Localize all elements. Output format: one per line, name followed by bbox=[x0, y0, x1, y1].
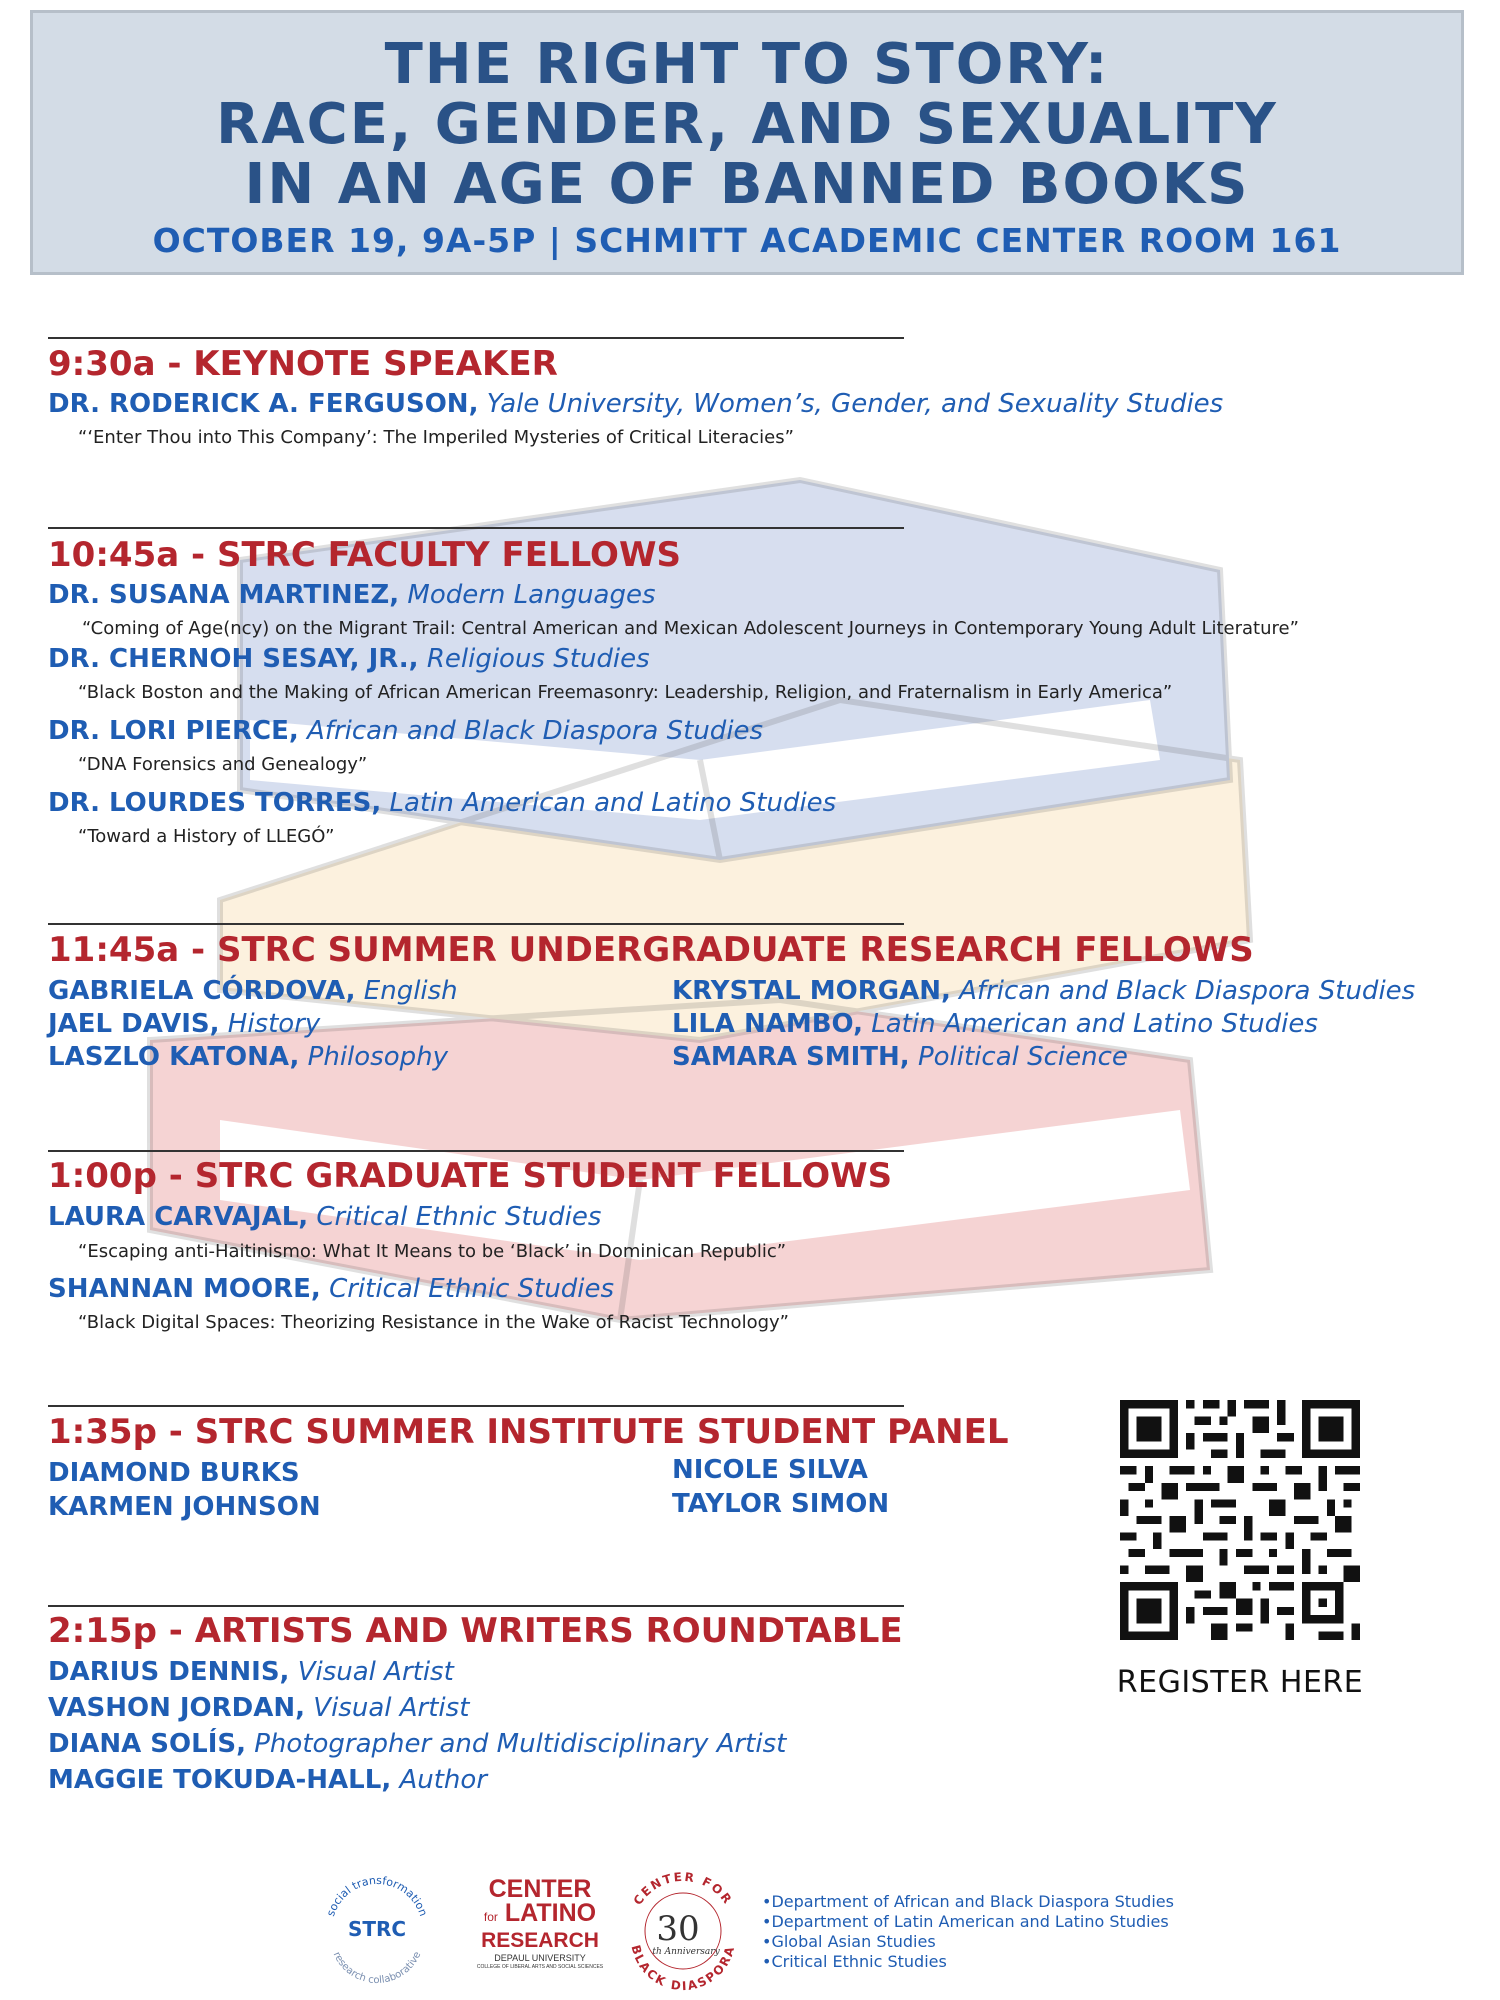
panel-section-title: 1:35p - STRC SUMMER INSTITUTE STUDENT PANEL bbox=[48, 1412, 1009, 1452]
panelist bbox=[48, 1457, 300, 1489]
title-line-1: THE RIGHT TO STORY: bbox=[384, 32, 1110, 97]
participant-name: DIANA SOLÍS, bbox=[48, 1729, 246, 1759]
svg-text:social transformation bbox=[324, 1874, 430, 1918]
keynote-speaker bbox=[48, 388, 1223, 420]
fellow-name: DR. CHERNOH SESAY, JR., bbox=[48, 644, 419, 674]
cbd-arc-top: CENTER FOR bbox=[630, 1869, 736, 1908]
section-divider bbox=[48, 337, 904, 339]
section-divider bbox=[48, 1150, 904, 1152]
faculty-fellow bbox=[48, 715, 763, 747]
fellow-name: SAMARA SMITH, bbox=[672, 1042, 910, 1072]
section-divider bbox=[48, 527, 904, 529]
clr-university: DEPAUL UNIVERSITY bbox=[494, 1953, 586, 1963]
center-latino-research-logo bbox=[470, 1877, 610, 1970]
fellow-affiliation: Latin American and Latino Studies bbox=[389, 788, 837, 818]
fellow-name: LASZLO KATONA, bbox=[48, 1042, 300, 1072]
cbd-arc-bottom: BLACK DIASPORA bbox=[628, 1943, 738, 1994]
fellow-affiliation: African and Black Diaspora Studies bbox=[307, 716, 764, 746]
undergrad-fellow bbox=[672, 1008, 1318, 1040]
cbd-number: 30 bbox=[656, 1909, 700, 1949]
talk-title: “‘Enter Thou into This Company’: The Imperiled Mysteries of Critical Literacies” bbox=[78, 427, 794, 448]
cbd-script: th Anniversary bbox=[652, 1947, 720, 1957]
fellow-name: DR. LOURDES TORRES, bbox=[48, 788, 382, 818]
talk-title: “Black Digital Spaces: Theorizing Resistance in the Wake of Racist Technology” bbox=[78, 1312, 789, 1333]
department-item: • Department of Latin American and Latino Studies bbox=[762, 1912, 1174, 1932]
fellow-affiliation: English bbox=[363, 976, 458, 1006]
participant-name: DARIUS DENNIS, bbox=[48, 1657, 290, 1687]
undergrad-section-title: 11:45a - STRC SUMMER UNDERGRADUATE RESEARCH FELLOWS bbox=[48, 930, 1254, 970]
fellow-name: SHANNAN MOORE, bbox=[48, 1274, 321, 1304]
panelist-name: NICOLE SILVA bbox=[672, 1455, 868, 1485]
fellow-name: JAEL DAVIS, bbox=[48, 1009, 220, 1039]
department-item: • Global Asian Studies bbox=[762, 1932, 1174, 1952]
fellow-affiliation: History bbox=[227, 1009, 321, 1039]
clr-for: for bbox=[483, 1910, 498, 1924]
strc-arc-top: social transformation bbox=[324, 1873, 430, 1918]
fellow-affiliation: African and Black Diaspora Studies bbox=[959, 976, 1416, 1006]
svg-text:research collaborative bbox=[331, 1950, 424, 1986]
participant-role: Visual Artist bbox=[313, 1693, 470, 1723]
fellow-name: GABRIELA CÓRDOVA, bbox=[48, 976, 356, 1006]
roundtable-participant bbox=[48, 1656, 454, 1688]
svg-text:CENTER FOR bbox=[631, 1870, 736, 1908]
section-divider bbox=[48, 1405, 904, 1407]
fellow-affiliation: Latin American and Latino Studies bbox=[871, 1009, 1318, 1039]
speaker-name: DR. RODERICK A. FERGUSON, bbox=[48, 389, 479, 419]
faculty-section-title: 10:45a - STRC FACULTY FELLOWS bbox=[48, 535, 681, 575]
grad-section-title: 1:00p - STRC GRADUATE STUDENT FELLOWS bbox=[48, 1156, 893, 1196]
panelist bbox=[672, 1488, 889, 1520]
strc-acronym: STRC bbox=[347, 1917, 407, 1941]
clr-line-2: LATINO bbox=[504, 1899, 597, 1927]
speaker-affiliation: Yale University, Women’s, Gender, and Sexuality Studies bbox=[486, 389, 1224, 419]
faculty-fellow bbox=[48, 579, 656, 611]
faculty-fellow bbox=[48, 643, 650, 675]
title-line-3: IN AN AGE OF BANNED BOOKS bbox=[244, 152, 1250, 217]
fellow-affiliation: Philosophy bbox=[307, 1042, 449, 1072]
fellow-name: DR. SUSANA MARTINEZ, bbox=[48, 580, 400, 610]
register-here-label[interactable]: REGISTER HERE bbox=[1116, 1665, 1364, 1700]
roundtable-participant bbox=[48, 1728, 786, 1760]
department-item: • Department of African and Black Diaspora Studies bbox=[762, 1892, 1174, 1912]
roundtable-participant bbox=[48, 1692, 469, 1724]
participant-name: MAGGIE TOKUDA-HALL, bbox=[48, 1765, 392, 1795]
undergrad-fellow bbox=[672, 1041, 1128, 1073]
talk-title: “Coming of Age(ncy) on the Migrant Trail: Central American and Mexican Adolescent Journeys in Contemporary Young Adult Literature” bbox=[82, 618, 1299, 639]
event-date-location: OCTOBER 19, 9A-5P | SCHMITT ACADEMIC CENTER ROOM 161 bbox=[152, 221, 1342, 260]
talk-title: “Black Boston and the Making of African American Freemasonry: Leadership, Religion, and Fraternalism in Early America” bbox=[78, 682, 1173, 703]
section-divider bbox=[48, 1605, 904, 1607]
keynote-section-title: 9:30a - KEYNOTE SPEAKER bbox=[48, 344, 558, 384]
clr-line-3: RESEARCH bbox=[481, 1929, 599, 1952]
fellow-name: LILA NAMBO, bbox=[672, 1009, 863, 1039]
undergrad-fellow bbox=[48, 1008, 320, 1040]
fellow-affiliation: Critical Ethnic Studies bbox=[316, 1202, 602, 1232]
panelist-name: KARMEN JOHNSON bbox=[48, 1492, 321, 1522]
panelist-name: DIAMOND BURKS bbox=[48, 1458, 300, 1488]
grad-fellow bbox=[48, 1201, 601, 1233]
fellow-affiliation: Critical Ethnic Studies bbox=[329, 1274, 615, 1304]
department-list bbox=[762, 1892, 1174, 1972]
header-banner bbox=[30, 10, 1464, 275]
fellow-name: DR. LORI PIERCE, bbox=[48, 716, 299, 746]
panelist-name: TAYLOR SIMON bbox=[672, 1489, 890, 1519]
roundtable-section-title: 2:15p - ARTISTS AND WRITERS ROUNDTABLE bbox=[48, 1611, 903, 1651]
participant-name: VASHON JORDAN, bbox=[48, 1693, 306, 1723]
center-black-diaspora-logo bbox=[620, 1868, 746, 1994]
participant-role: Photographer and Multidisciplinary Artist bbox=[254, 1729, 787, 1759]
participant-role: Visual Artist bbox=[297, 1657, 454, 1687]
clr-college: COLLEGE OF LIBERAL ARTS AND SOCIAL SCIENCES bbox=[476, 1964, 604, 1970]
clr-line-1: CENTER bbox=[488, 1875, 592, 1903]
department-item: • Critical Ethnic Studies bbox=[762, 1952, 1174, 1972]
panelist bbox=[48, 1491, 321, 1523]
talk-title: “Toward a History of LLEGÓ” bbox=[78, 826, 335, 847]
undergrad-fellow bbox=[48, 1041, 448, 1073]
grad-fellow bbox=[48, 1273, 614, 1305]
title-line-2: RACE, GENDER, AND SEXUALITY bbox=[216, 92, 1278, 157]
roundtable-participant bbox=[48, 1764, 487, 1796]
fellow-name: LAURA CARVAJAL, bbox=[48, 1202, 309, 1232]
participant-role: Author bbox=[399, 1765, 488, 1795]
talk-title: “Escaping anti-Haitinismo: What It Means to be ‘Black’ in Dominican Republic” bbox=[78, 1241, 787, 1262]
fellow-affiliation: Religious Studies bbox=[426, 644, 650, 674]
fellow-affiliation: Modern Languages bbox=[407, 580, 656, 610]
section-divider bbox=[48, 923, 904, 925]
strc-arc-bottom: research collaborative bbox=[330, 1950, 424, 1987]
fellow-affiliation: Political Science bbox=[917, 1042, 1128, 1072]
fellow-name: KRYSTAL MORGAN, bbox=[672, 976, 951, 1006]
registration-qr-code[interactable] bbox=[1120, 1400, 1360, 1640]
undergrad-fellow bbox=[48, 975, 458, 1007]
undergrad-fellow bbox=[672, 975, 1415, 1007]
strc-logo bbox=[318, 1870, 436, 1988]
talk-title: “DNA Forensics and Genealogy” bbox=[78, 754, 368, 775]
faculty-fellow bbox=[48, 787, 836, 819]
panelist bbox=[672, 1454, 868, 1486]
